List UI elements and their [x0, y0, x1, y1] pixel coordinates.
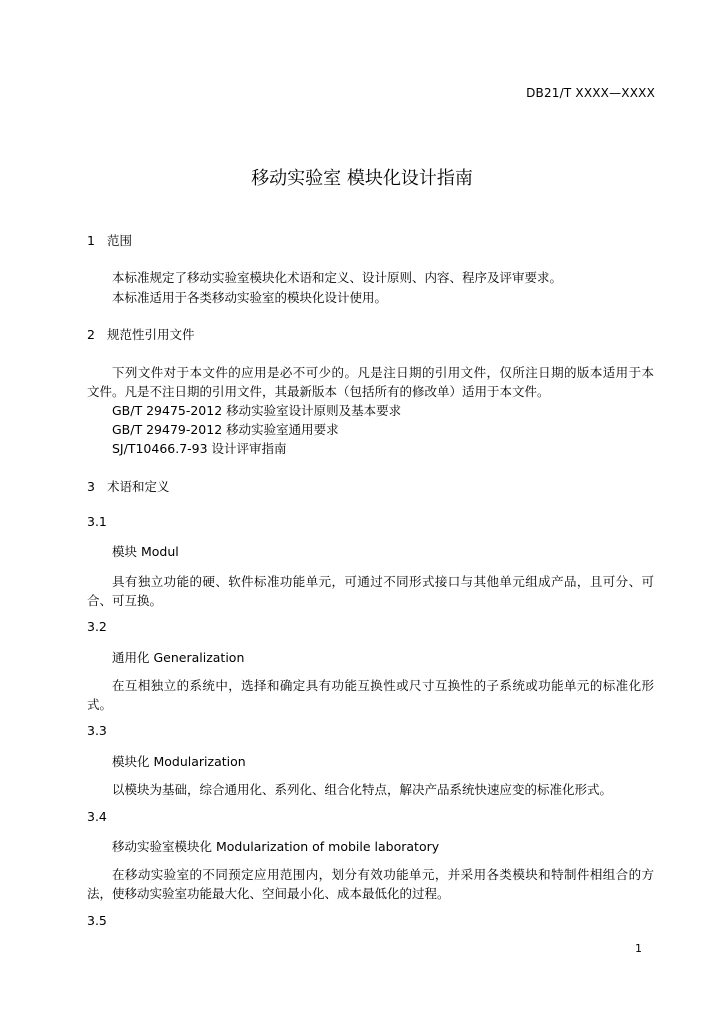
- document-code: DB21/T XXXX—XXXX: [526, 86, 655, 100]
- term-name: 模块 Modul: [112, 544, 179, 559]
- section-1-heading: [87, 231, 132, 249]
- clause-number: 3.1: [87, 514, 107, 529]
- term-definition-line-1: 在移动实验室的不同预定应用范围内，划分有效功能单元，并采用各类模块和特制件相组合的方: [112, 867, 654, 882]
- section-2-paragraph-line-2: 文件。凡是不注日期的引用文件，其最新版本（包括所有的修改单）适用于本文件。: [87, 384, 550, 399]
- reference-item: GB/T 29479-2012 移动实验室通用要求: [112, 422, 339, 437]
- section-2-heading: [87, 325, 195, 343]
- term-definition-line-2: 式。: [87, 697, 113, 712]
- section-2-paragraph-line-1: 下列文件对于本文件的应用是必不可少的。凡是注日期的引用文件，仅所注日期的版本适用于本: [112, 365, 654, 380]
- clause-number: 3.2: [87, 619, 107, 634]
- reference-item: GB/T 29475-2012 移动实验室设计原则及基本要求: [112, 403, 402, 418]
- term-definition-line-1: 以模块为基础，综合通用化、系列化、组合化特点，解决产品系统快速应变的标准化形式。: [112, 782, 613, 797]
- section-number: 2: [87, 327, 95, 342]
- term-name: 移动实验室模块化 Modularization of mobile laboratory: [112, 839, 440, 854]
- section-title: 范围: [107, 233, 133, 248]
- page-number: 1: [635, 942, 642, 955]
- term-name: 通用化 Generalization: [112, 650, 245, 665]
- section-3-heading: [87, 477, 170, 495]
- clause-number: 3.3: [87, 723, 107, 738]
- term-definition-line-1: 在互相独立的系统中，选择和确定具有功能互换性或尺寸互换性的子系统或功能单元的标准化形: [112, 678, 654, 693]
- term-definition-line-2: 合、可互换。: [87, 593, 163, 608]
- clause-number: 3.5: [87, 913, 107, 928]
- section-1-paragraph-1: 本标准规定了移动实验室模块化术语和定义、设计原则、内容、程序及评审要求。: [112, 270, 563, 285]
- term-name: 模块化 Modularization: [112, 754, 246, 769]
- section-1-paragraph-2: 本标准适用于各类移动实验室的模块化设计使用。: [112, 290, 388, 305]
- section-number: 1: [87, 233, 95, 248]
- reference-item: SJ/T10466.7-93 设计评审指南: [112, 441, 287, 456]
- section-title: 术语和定义: [107, 479, 170, 494]
- term-definition-line-2: 法，使移动实验室功能最大化、空间最小化、成本最低化的过程。: [87, 886, 450, 901]
- term-definition-line-1: 具有独立功能的硬、软件标准功能单元，可通过不同形式接口与其他单元组成产品，且可分、可: [112, 574, 654, 589]
- section-number: 3: [87, 479, 95, 494]
- document-title: 移动实验室 模块化设计指南: [251, 168, 473, 189]
- clause-number: 3.4: [87, 809, 107, 824]
- section-title: 规范性引用文件: [107, 327, 195, 342]
